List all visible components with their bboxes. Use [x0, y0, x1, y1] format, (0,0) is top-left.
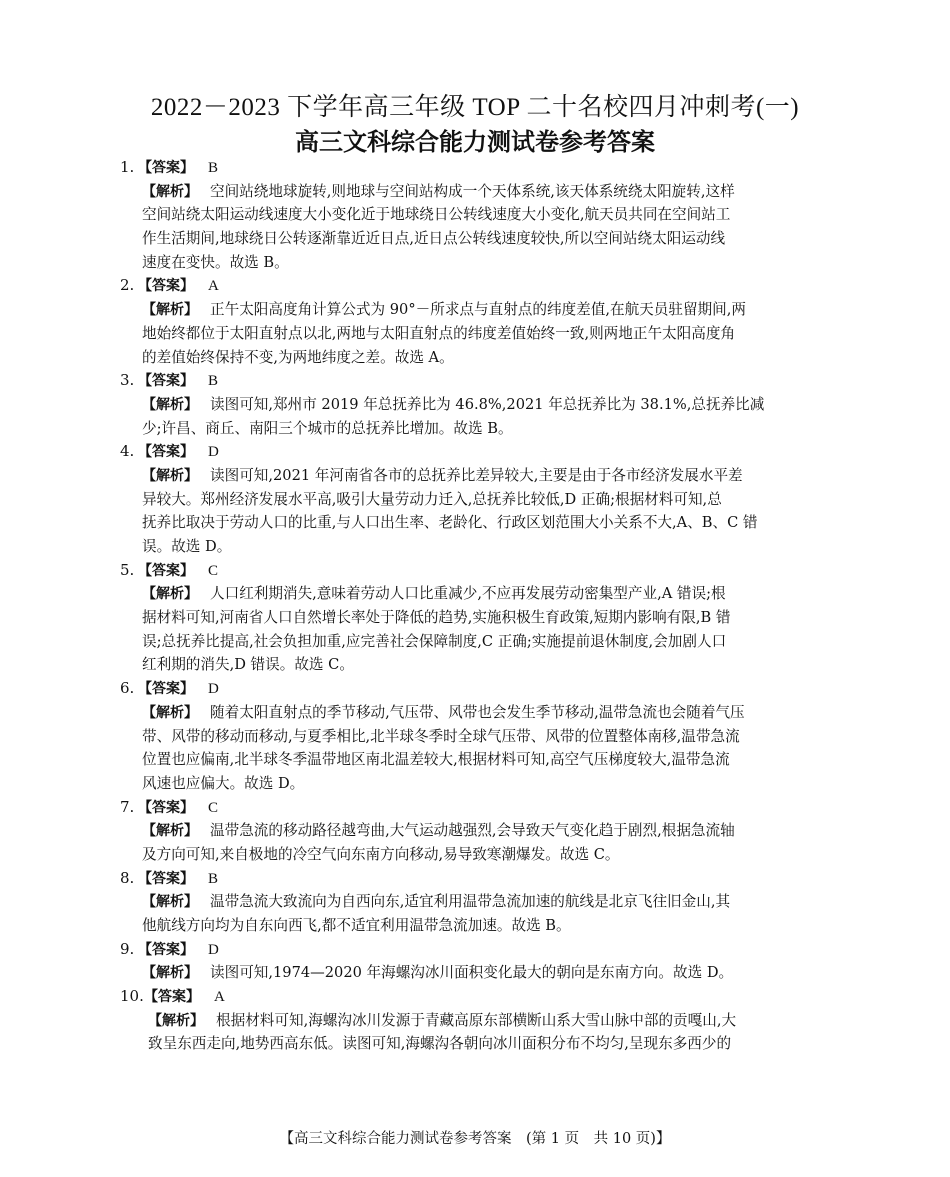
- question-number: 7.: [120, 797, 135, 816]
- explanation-line: [142, 488, 832, 512]
- explanation-text: 温带急流的移动路径越弯曲,大气运动越强烈,会导致天气变化趋于剧烈,根据急流轴: [210, 822, 735, 840]
- answer-choice: B: [208, 373, 219, 390]
- answer-choice: A: [208, 278, 219, 295]
- explanation-label: 【解析】: [142, 467, 198, 484]
- page-footer: 【高三文科综合能力测试卷参考答案 (第 1 页 共 10 页)】: [279, 1131, 671, 1147]
- explanation-label: 【解析】: [142, 965, 198, 982]
- explanation-text: 根据材料可知,海螺沟冰川发源于青藏高原东部横断山系大雪山脉中部的贡嘎山,大: [216, 1011, 737, 1029]
- answer-choice: C: [208, 799, 219, 816]
- explanation-text: 据材料可知,河南省人口自然增长率处于降低的趋势,实施积极生育政策,短期内影响有限,B 错: [142, 609, 731, 627]
- explanation: [120, 961, 832, 985]
- explanation-text: 空间站绕地球旋转,则地球与空间站构成一个天体系统,该天体系统绕太阳旋转,这样: [210, 182, 735, 200]
- answer-label: 【答案】: [138, 681, 194, 698]
- explanation-text: 温带急流大致流向为自西向东,适宜利用温带急流加速的航线是北京飞往旧金山,其: [210, 893, 731, 911]
- explanation-line: [142, 914, 832, 938]
- question-number: 4.: [120, 442, 135, 461]
- explanation-text: 抚养比取决于劳动人口的比重,与人口出生率、老龄化、行政区划范围大小关系不大,A、B、C 错: [142, 514, 758, 532]
- explanation-line: [142, 653, 832, 677]
- explanation: [120, 298, 832, 369]
- answer-label: 【答案】: [138, 160, 194, 176]
- question-item: [120, 156, 832, 274]
- answer-row: [120, 440, 832, 464]
- explanation-text: 及方向可知,来自极地的冷空气向东南方向移动,易导致寒潮爆发。故选 C。: [142, 845, 620, 863]
- explanation-text: 随着太阳直射点的季节移动,气压带、风带也会发生季节移动,温带急流也会随着气压: [210, 703, 745, 721]
- explanation-label: 【解析】: [142, 823, 198, 840]
- answer-choice: B: [208, 870, 219, 887]
- question-number: 9.: [120, 939, 135, 958]
- answer-row: [120, 677, 832, 701]
- explanation-line: [142, 417, 832, 441]
- answer-row: [120, 274, 832, 298]
- explanation: [120, 393, 832, 440]
- explanation-line: [142, 298, 832, 322]
- explanation-text: 正午太阳高度角计算公式为 90°－所求点与直射点的纬度差值,在航天员驻留期间,两: [210, 301, 746, 319]
- answer-label: 【答案】: [138, 799, 194, 816]
- question-list: [120, 156, 832, 1056]
- answer-row: [120, 156, 832, 180]
- explanation-line: [142, 606, 832, 630]
- answer-label: 【答案】: [138, 562, 194, 579]
- explanation-label: 【解析】: [142, 894, 198, 911]
- answer-row: [120, 867, 832, 891]
- explanation-line: [148, 1032, 832, 1056]
- explanation-text: 带、风带的移动而移动,与夏季相比,北半球冬季时全球气压带、风带的位置整体南移,温带急流: [142, 727, 740, 745]
- explanation-line: [142, 701, 832, 725]
- explanation-label: 【解析】: [142, 396, 198, 413]
- answer-choice: D: [208, 941, 219, 958]
- explanation-line: [142, 322, 832, 346]
- explanation-label: 【解析】: [142, 183, 198, 200]
- question-number: 2.: [120, 276, 135, 295]
- explanation-line: [142, 535, 832, 559]
- explanation-line: [142, 180, 832, 204]
- explanation-line: [142, 630, 832, 654]
- answer-label: 【答案】: [144, 989, 200, 1006]
- explanation: [120, 890, 832, 937]
- question-number: 5.: [120, 560, 135, 579]
- explanation: [120, 1009, 832, 1056]
- answer-row: [120, 369, 832, 393]
- answer-choice: A: [214, 989, 225, 1006]
- explanation-text: 速度在变快。故选 B。: [142, 253, 289, 271]
- question-number: 3.: [120, 371, 135, 390]
- question-number: 8.: [120, 868, 135, 887]
- answer-label: 【答案】: [138, 278, 194, 295]
- explanation-text: 位置也应偏南,北半球冬季温带地区南北温差较大,根据材料可知,高空气压梯度较大,温带急流: [142, 751, 730, 769]
- answer-label: 【答案】: [138, 870, 194, 887]
- explanation-text: 人口红利期消失,意味着劳动人口比重减少,不应再发展劳动密集型产业,A 错误;根: [210, 585, 726, 603]
- explanation-label: 【解析】: [142, 704, 198, 721]
- explanation: [120, 180, 832, 275]
- answer-row: [120, 796, 832, 820]
- explanation-label: 【解析】: [142, 586, 198, 603]
- answer-choice: D: [208, 444, 219, 461]
- question-item: [120, 985, 832, 1056]
- explanation-line: [142, 251, 832, 275]
- explanation-line: [142, 464, 832, 488]
- explanation-line: [142, 393, 832, 417]
- explanation-text: 风速也应偏大。故选 D。: [142, 774, 305, 792]
- answer-choice: D: [208, 681, 219, 698]
- explanation-line: [142, 772, 832, 796]
- question-item: [120, 938, 832, 985]
- explanation-text: 读图可知,1974—2020 年海螺沟冰川面积变化最大的朝向是东南方向。故选 D。: [210, 964, 734, 982]
- explanation: [120, 464, 832, 559]
- explanation-line: [142, 725, 832, 749]
- explanation-text: 致呈东西走向,地势西高东低。读图可知,海螺沟各朝向冰川面积分布不均匀,呈现东多西少的: [148, 1035, 732, 1053]
- answer-choice: B: [208, 160, 219, 176]
- question-item: [120, 440, 832, 558]
- explanation-text: 读图可知,郑州市 2019 年总抚养比为 46.8%,2021 年总抚养比为 38.1%,总抚养比减: [210, 395, 765, 413]
- question-item: [120, 867, 832, 938]
- answer-row: [120, 559, 832, 583]
- explanation-text: 误。故选 D。: [142, 538, 232, 555]
- explanation-line: [142, 582, 832, 606]
- question-number: 6.: [120, 679, 135, 698]
- explanation-text: 他航线方向均为自东向西飞,都不适宜利用温带急流加速。故选 B。: [142, 917, 571, 934]
- question-item: [120, 677, 832, 795]
- explanation-line: [148, 1009, 832, 1033]
- explanation-text: 读图可知,2021 年河南省各市的总抚养比差异较大,主要是由于各市经济发展水平差: [210, 466, 743, 484]
- explanation-line: [142, 346, 832, 370]
- question-item: [120, 274, 832, 369]
- explanation-text: 空间站绕太阳运动线速度大小变化近于地球绕日公转线速度大小变化,航天员共同在空间站工: [142, 206, 731, 224]
- explanation: [120, 582, 832, 677]
- answer-row: [120, 985, 832, 1009]
- question-item: [120, 369, 832, 440]
- explanation: [120, 701, 832, 796]
- question-item: [120, 796, 832, 867]
- explanation-text: 误;总抚养比提高,社会负担加重,应完善社会保障制度,C 正确;实施提前退休制度,会加剧人口: [142, 632, 727, 650]
- explanation-text: 异较大。郑州经济发展水平高,吸引大量劳动力迁入,总抚养比较低,D 正确;根据材料可知,总: [142, 490, 722, 508]
- answer-label: 【答案】: [138, 444, 194, 461]
- explanation-line: [142, 203, 832, 227]
- explanation-label: 【解析】: [142, 302, 198, 319]
- question-number: 1.: [120, 158, 135, 176]
- explanation-text: 地始终都位于太阳直射点以北,两地与太阳直射点的纬度差值始终一致,则两地正午太阳高度角: [142, 324, 736, 342]
- question-number: 10.: [120, 987, 144, 1006]
- explanation-text: 红利期的消失,D 错误。故选 C。: [142, 656, 354, 674]
- explanation-label: 【解析】: [148, 1012, 204, 1029]
- answer-label: 【答案】: [138, 941, 194, 958]
- explanation-line: [142, 961, 832, 985]
- explanation-line: [142, 843, 832, 867]
- explanation-line: [142, 748, 832, 772]
- answer-choice: C: [208, 562, 219, 579]
- exam-title: 2022－2023 下学年高三年级 TOP 二十名校四月冲刺考(一): [150, 94, 800, 121]
- answer-row: [120, 938, 832, 962]
- explanation-line: [142, 819, 832, 843]
- explanation-text: 作生活期间,地球绕日公转逐渐靠近近日点,近日点公转线速度较快,所以空间站绕太阳运动线: [142, 230, 726, 248]
- answer-label: 【答案】: [138, 373, 194, 390]
- explanation-line: [142, 227, 832, 251]
- explanation-line: [142, 890, 832, 914]
- question-item: [120, 559, 832, 677]
- explanation-line: [142, 511, 832, 535]
- explanation-text: 少;许昌、商丘、南阳三个城市的总抚养比增加。故选 B。: [142, 419, 513, 437]
- answer-key-subtitle: 高三文科综合能力测试卷参考答案: [295, 128, 655, 156]
- explanation-text: 的差值始终保持不变,为两地纬度之差。故选 A。: [142, 348, 454, 366]
- explanation: [120, 819, 832, 866]
